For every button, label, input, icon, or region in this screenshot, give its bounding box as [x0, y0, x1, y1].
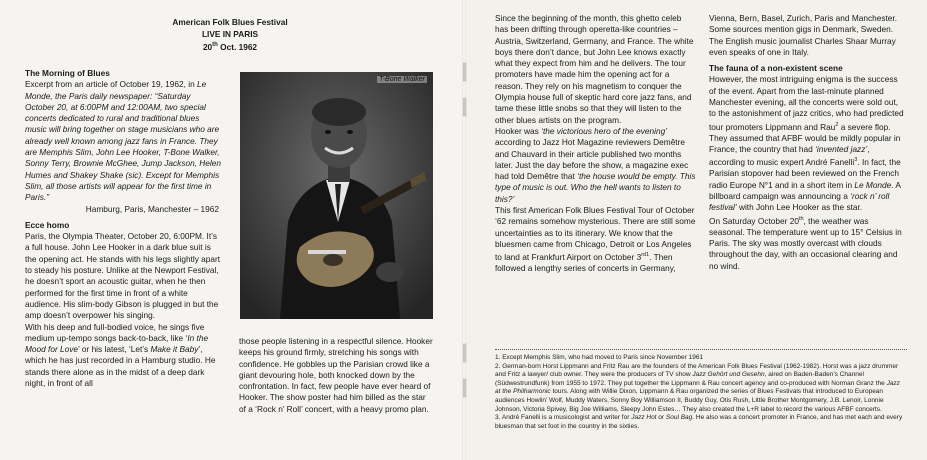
column-1 [25, 68, 221, 389]
paragraph: Excerpt from an article of October 19, 1962, in Le Monde, the Paris daily newspaper: “Saturday October 20, at 6:00PM and 12:00AM, two special concerts dedicated to rural and traditional blues music will bring together on stage musicians who are already well known among jazz fans in France. They are Memphis Slim, John Lee Hooker, T-Bone Walker, Sonny Terry, Brownie McGhee, Jump Jackson, Helen Humes and Shakey Shake (sic). Except for Memphis Slim, all those artists will appear for the first time in Paris.” [25, 79, 221, 203]
header-date: 20th Oct. 1962 [202, 41, 258, 52]
photo-illustration [240, 72, 433, 319]
paragraph: those people listening in a respectful silence. Hooker keeps his ground firmly, stretching his songs with confidence. He gobbles up the Parisian crowd like a giant devouring hole, both knocked down by the confrontation. In fact, few people have ever heard of Hooker. The show poster had him billed as the star of a ‘Rock n’ Roll’ concert, with a heavy promo plan. [239, 336, 433, 414]
paragraph: Hooker was ‘the victorious hero of the evening’ according to Jazz Hot Magazine reviewers Demêtre and Chauvard in their article published two months later. Just the day before the show, a magazine exec had told Demêtre that ‘the house would be empty. This type of music is out. Who the hell wants to listen to this?’ [495, 125, 696, 204]
photo-caption: T-Bone Walker [379, 76, 425, 83]
header-subtitle: LIVE IN PARIS [201, 28, 259, 39]
places-line: Hamburg, Paris, Manchester – 1962 [85, 203, 219, 214]
paragraph: Paris, the Olympia Theater, October 20, 6:00PM. It’s a full house. John Lee Hooker in a dark blue suit is the opening act. He stands with his legs slightly apart to steady his posture. Unlike at the Newport Festival, he doesn’t sport an acoustic guitar, when he then performed for the first time in front of a white audience. His slim-body Gibson is plugged in but the amp doesn’t overpower his singing. [25, 231, 221, 321]
section-heading: The fauna of a non-existent scene [709, 63, 843, 74]
paragraph: On Saturday October 20th, the weather was seasonal. The temperature went up to 15° Celsius in Paris. The sky was mostly overcast with clouds throughout the day, with an occasional clearing and no wind. [709, 215, 902, 271]
section-heading: Ecce homo [25, 219, 70, 230]
header-title: American Folk Blues Festival [172, 17, 288, 27]
column-2 [239, 336, 434, 415]
paragraph: Vienna, Bern, Basel, Zurich, Paris and Manchester. Some sources mention gigs in Denmark, Sweden. The English music journalist Charles Shaar Murray even speaks of one in Italy. [709, 13, 898, 57]
footnote: 3. André Fanelli is a musicologist and writer for Jazz Hot or Soul Bag. He also was a concert promoter in France, and has met each and every bluesman that set foot in the country in the sixties. [495, 414, 903, 430]
section-heading: The Morning of Blues [25, 68, 110, 78]
staple [462, 343, 467, 363]
column-4 [709, 13, 905, 272]
column-3 [495, 13, 696, 275]
page-header [150, 17, 310, 53]
footnotes [495, 349, 907, 431]
staple [462, 97, 467, 117]
paragraph: However, the most intriguing enigma is the success of the event. Apart from the last-minute planned Manchester evening, all the concerts were sold out, to the astonishment of jazz critics, who had predicted tour promoters Lippmann and Rau$^2$ a severe flop. They assumed that AFBF would be mildly popular in France, the country that had ‘invented jazz’, according to music expert André Fanelli$^3$. In fact, the Parisian stopover had been reviewed on the French radio Europe N°1 and in a short item in Le Monde. A billboard campaign was announcing a ‘rock n’ roll festival’ with John Lee Hooker as the star. [709, 74, 904, 213]
paragraph: Since the beginning of the month, this ghetto celeb has been drifting through operetta-like countries – Austria, Switzerland, Germany, and France. The white boys there don’t dance, but John Lee knows exactly what they expect from him and he delivers. The tour promoters have made him the opening act for a reason. They rely on his magnetism to conquer the Olympia house full of skeptic hard core jazz fans, and tame these little snobs so that they will listen to the other blues artists on the program. [495, 13, 694, 125]
paragraph: This first American Folk Blues Festival Tour of October ’62 remains somehow mysterious. There are still some uncertainties as to its itinerary. We know that the bluesmen came from Chicago, Detroit or Los Angeles to land at Frankfurt Airport on October $3^{rd1}$. Then followed a lengthy series of concerts in Germany, [495, 205, 696, 274]
staple [462, 62, 467, 82]
footnote: 1. Except Memphis Slim, who had moved to Paris since November 1961 [495, 354, 704, 361]
footnote: 2. German-born Horst Lippmann and Fritz Rau are the founders of the American Folk Blues Festival (1962-1982). Horst was a jazz drummer and Fritz a lawyer/ club owner. They were the producers of TV show Jazz Gehört und Gesehn, aired on Baden-Baden’s Channel (Südwestrundfunk) from 1955 to 1972. They put together the Lippmann & Rau concert agency and co-produced with Norman Granz the Jazz at the Philharmonic tours. Along with Willie Dixon, Lippmann & Rau organized the series of Blues Festivals that introduced to European audiences Howlin’ Wolf, Muddy Waters, Sonny Boy Williamson II, Buddy Guy, Otis Rush, Little Brother Montgomery, J.B. Lenoir, Lonnie Johnson, Victoria Spivey, Big Joe Williams, Sleepy John Estes… They also created the L+R label to record the various AFBF concerts. [495, 362, 900, 413]
tbone-walker-photo [240, 72, 433, 319]
paragraph: With his deep and full-bodied voice, he sings five medium up-tempo songs back-to-back, like ‘In the Mood for Love’ or his latest, ‘Let’s Make it Baby’, which he has just recorded in a Hamburg studio. He stands there alone as in the midst of a deep dark night, in front of all [25, 321, 216, 389]
staple [462, 378, 467, 398]
